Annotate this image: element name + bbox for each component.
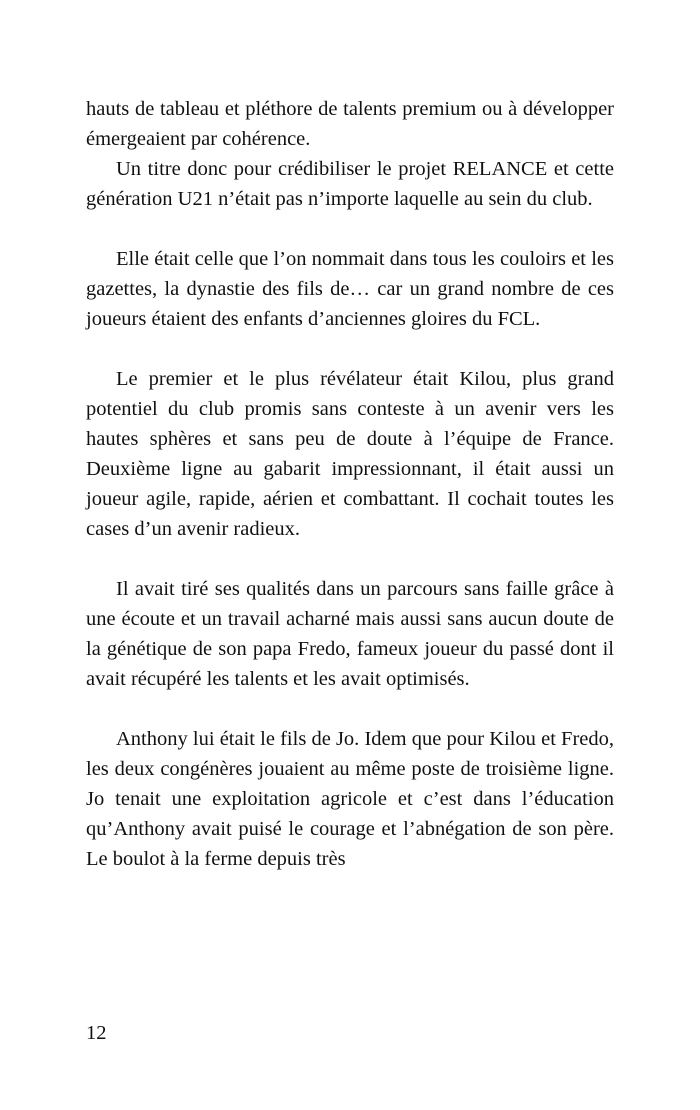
paragraph-continuation: hauts de tableau et pléthore de talents premium ou à développer émergeaient par cohérence. — [86, 98, 614, 150]
paragraph-anthony: Anthony lui était le fils de Jo. Idem que pour Kilou et Fredo, les deux congénères jouaient au même poste de troisième ligne. Jo tenait une exploitation agricole et c’est dans l’éducation qu’Anthony avait puisé le courage et l’abnégation de son père. Le boulot à la ferme depuis très — [86, 728, 614, 870]
paragraph-kilou: Le premier et le plus révélateur était Kilou, plus grand potentiel du club promis sans conteste à un avenir vers les hautes sphères et sans peu de doute à l’équipe de France. Deuxième ligne au gabarit impressionnant, il était aussi un joueur agile, rapide, aérien et combattant. Il cochait toutes les cases d’un avenir radieux. — [86, 368, 614, 540]
paragraph-kilou-qualities: Il avait tiré ses qualités dans un parcours sans faille grâce à une écoute et un travail acharné mais aussi sans aucun doute de la génétique de son papa Fredo, fameux joueur du passé dont il avait récupéré les talents et les avait optimisés. — [86, 578, 614, 690]
page-body — [86, 94, 614, 874]
page-number: 12 — [86, 1022, 107, 1044]
paragraph-dynasty: Elle était celle que l’on nommait dans tous les couloirs et les gazettes, la dynastie des fils de… car un grand nombre de ces joueurs étaient des enfants d’anciennes gloires du FCL. — [86, 248, 614, 330]
paragraph-relance-title: Un titre donc pour crédibiliser le projet RELANCE et cette génération U21 n’était pas n’importe laquelle au sein du club. — [86, 158, 614, 210]
